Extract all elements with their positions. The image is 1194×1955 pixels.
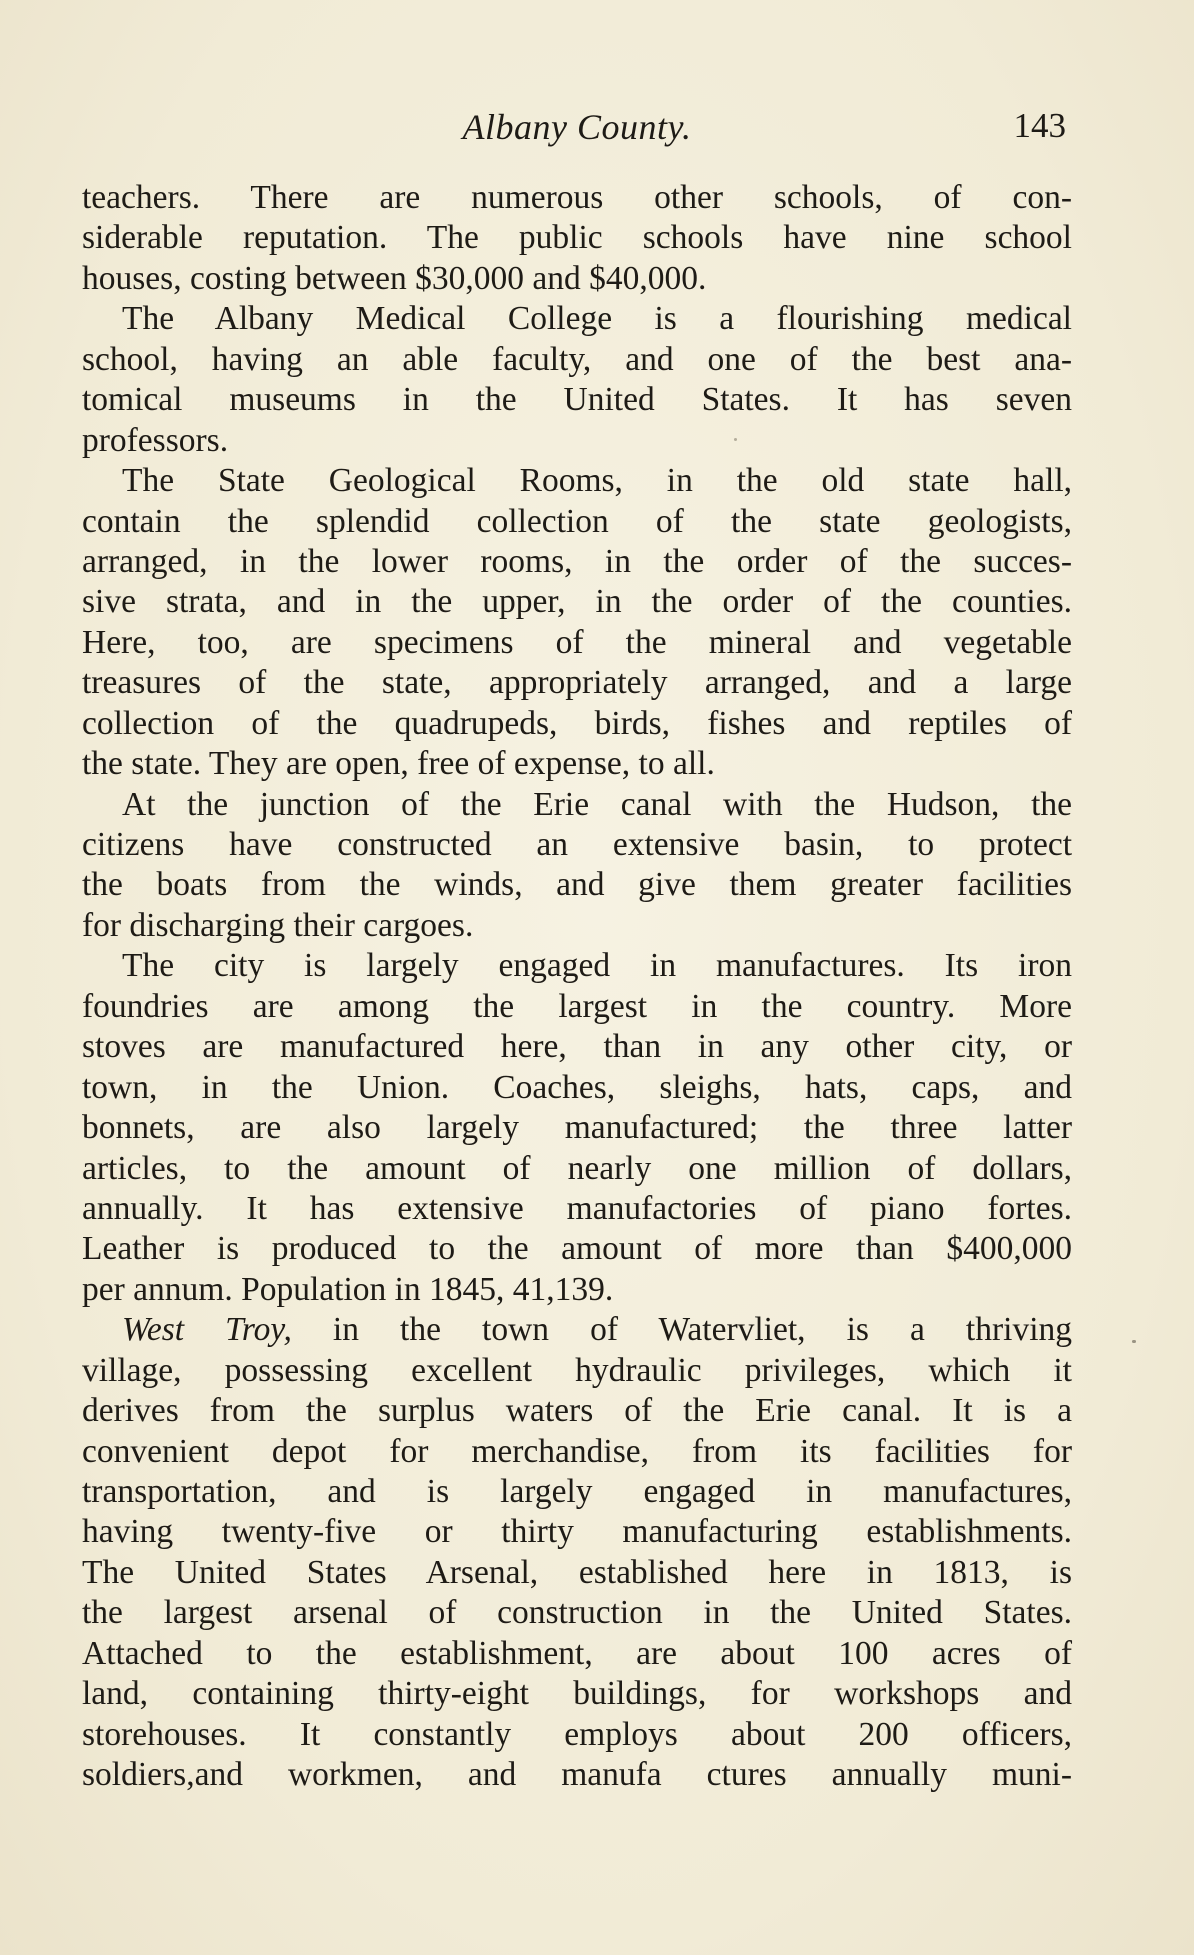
text-line: The United States Arsenal, established here in 1813, is: [82, 1553, 1072, 1591]
text-line: sive strata, and in the upper, in the order of the counties.: [82, 583, 1072, 621]
text-line: arranged, in the lower rooms, in the order of the succes-: [82, 542, 1072, 580]
text-line: soldiers,and workmen, and manufa ctures annually muni-: [82, 1756, 1072, 1794]
text-line: siderable reputation. The public schools have nine school: [82, 219, 1072, 257]
text-line: The State Geological Rooms, in the old state hall,: [122, 462, 1072, 500]
text-line: Here, too, are specimens of the mineral and vegetable: [82, 623, 1072, 661]
text-line: convenient depot for merchandise, from its facilities for: [82, 1432, 1072, 1470]
text-line: foundries are among the largest in the country. More: [82, 987, 1072, 1025]
text-line: contain the splendid collection of the state geologists,: [82, 502, 1072, 540]
text-line-rest: in the town of Watervliet, is a thriving: [291, 1311, 1072, 1349]
text-line: The city is largely engaged in manufactures. Its iron: [122, 947, 1072, 985]
text-line: the state. They are open, free of expense, to all.: [82, 745, 715, 783]
text-line: land, containing thirty-eight buildings, for workshops and: [82, 1675, 1072, 1713]
text-line: treasures of the state, appropriately arranged, and a large: [82, 664, 1072, 702]
text-line: Attached to the establishment, are about 100 acres of: [82, 1634, 1072, 1672]
text-line: stoves are manufactured here, than in any other city, or: [82, 1028, 1072, 1066]
text-line: teachers. There are numerous other schools, of con-: [82, 179, 1072, 216]
text-line: bonnets, are also largely manufactured; the three latter: [82, 1109, 1072, 1147]
paper-speck: [1132, 1340, 1136, 1343]
text-line: derives from the surplus waters of the Erie canal. It is a: [82, 1392, 1072, 1430]
text-line: transportation, and is largely engaged in manufactures,: [82, 1473, 1072, 1510]
text-line: school, having an able faculty, and one of the best ana-: [82, 340, 1072, 378]
text-line: At the junction of the Erie canal with the Hudson, the: [122, 785, 1072, 823]
text-line: [82, 1310, 1072, 1350]
page-header: [82, 106, 1072, 156]
text-line: Leather is produced to the amount of more than $400,000: [82, 1230, 1072, 1268]
text-line: per annum. Population in 1845, 41,139.: [82, 1270, 614, 1308]
running-title: Albany County.: [462, 107, 692, 147]
text-line: citizens have constructed an extensive basin, to protect: [82, 826, 1072, 863]
text-line: having twenty-five or thirty manufacturing establishments.: [82, 1513, 1072, 1551]
text-line: the boats from the winds, and give them greater facilities: [82, 866, 1072, 904]
paper-speck: [734, 438, 737, 441]
text-line: collection of the quadrupeds, birds, fishes and reptiles of: [82, 704, 1072, 742]
text-line: storehouses. It constantly employs about 200 officers,: [82, 1715, 1072, 1753]
page-number: 143: [1013, 106, 1066, 145]
text-line: for discharging their cargoes.: [82, 906, 474, 944]
text-line: tomical museums in the United States. It has seven: [82, 381, 1072, 419]
text-line: annually. It has extensive manufactories of piano fortes.: [82, 1189, 1072, 1227]
text-line: the largest arsenal of construction in the United States.: [82, 1594, 1072, 1632]
text-line: The Albany Medical College is a flourishing medical: [122, 300, 1072, 338]
text-line: village, possessing excellent hydraulic privileges, which it: [82, 1351, 1072, 1389]
text-line: articles, to the amount of nearly one million of dollars,: [82, 1149, 1072, 1187]
text-line: town, in the Union. Coaches, sleighs, hats, caps, and: [82, 1068, 1072, 1106]
text-line: professors.: [82, 421, 229, 459]
place-name-west-troy: West Troy,: [122, 1311, 292, 1349]
text-line: houses, costing between $30,000 and $40,000.: [82, 259, 707, 297]
body-text: [82, 178, 1072, 1796]
